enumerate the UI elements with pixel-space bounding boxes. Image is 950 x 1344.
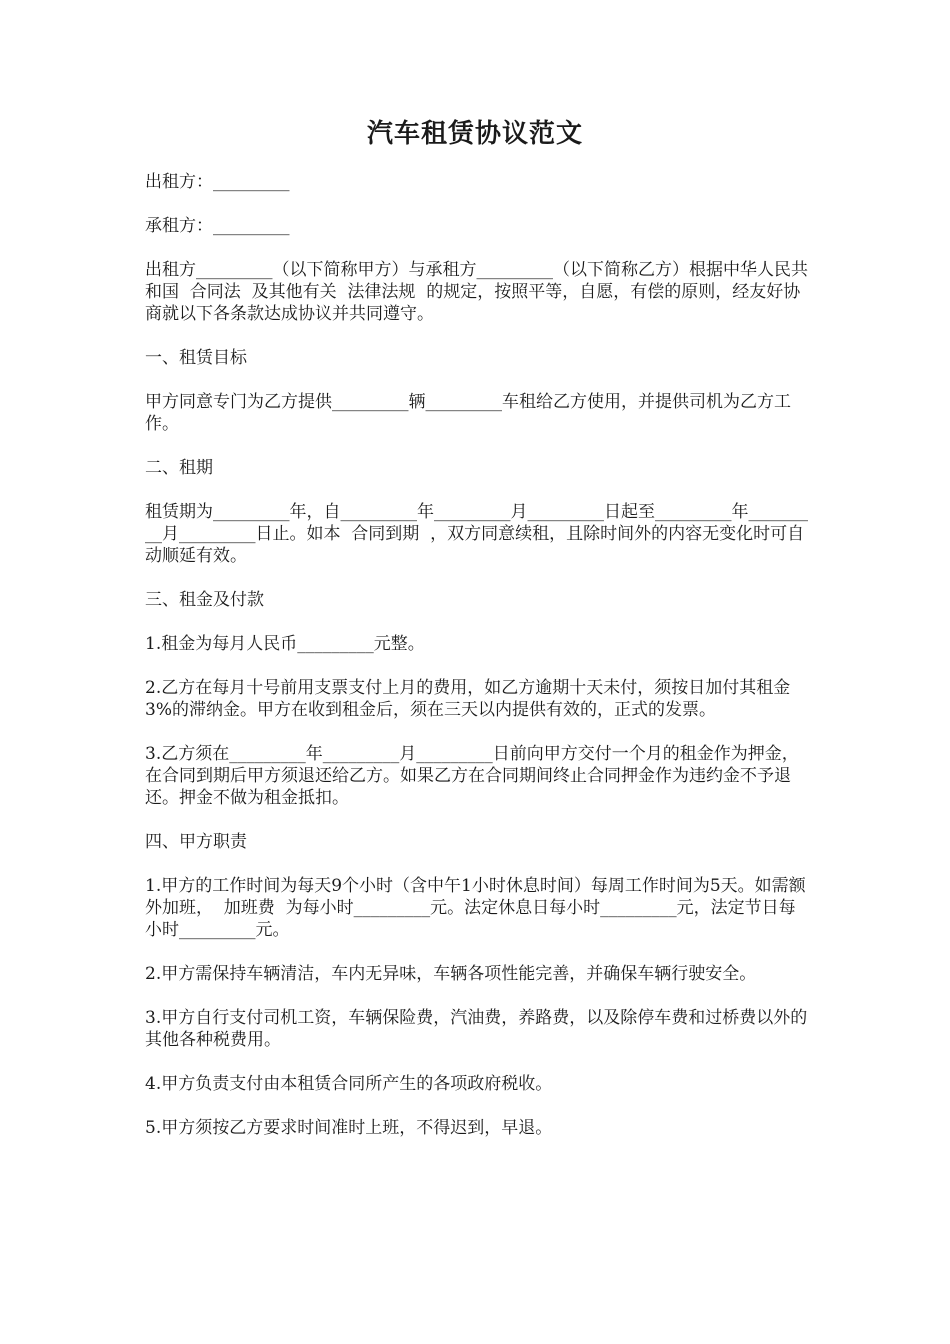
- section-heading: 一、租赁目标: [145, 348, 247, 368]
- lessee-line: 承租方：_________: [145, 216, 290, 236]
- clause-paragraph: 2.乙方在每月十号前用支票支付上月的费用，如乙方逾期十天未付，须按日加付其租金3%的滞纳金。甲方在收到租金后，须在三天以内提供有效的，正式的发票。: [145, 678, 791, 720]
- section-heading: 四、甲方职责: [145, 832, 247, 852]
- clause-paragraph: 甲方同意专门为乙方提供_________辆_________车租给乙方使用，并提供司机为乙方工作。: [145, 392, 791, 434]
- clause-paragraph: 4.甲方负责支付由本租赁合同所产生的各项政府税收。: [145, 1074, 553, 1094]
- clause-paragraph: 3.甲方自行支付司机工资，车辆保险费，汽油费，养路费，以及除停车费和过桥费以外的其他各种税费用。: [145, 1008, 808, 1050]
- clause-paragraph: 1.租金为每月人民币_________元整。: [145, 634, 425, 654]
- clause-paragraph: 3.乙方须在_________年_________月_________日前向甲方交付一个月的租金作为押金，在合同到期后甲方须退还给乙方。如果乙方在合同期间终止合同押金作为违约金不予退还。押金不做为租金抵扣。: [145, 744, 799, 808]
- document-body: [145, 171, 810, 1161]
- clause-paragraph: 5.甲方须按乙方要求时间准时上班，不得迟到，早退。: [145, 1118, 553, 1138]
- lessor-line: 出租方：_________: [145, 172, 290, 192]
- clause-paragraph: 租赁期为_________年，自_________年_________月_________日起至_________年_________月_________日止。如本 合同到期 ，双方同意续租，且除时间外的内容无变化时可自动顺延有效。: [145, 502, 808, 566]
- section-heading: 三、租金及付款: [145, 590, 264, 610]
- document-title: 汽车租赁协议范文: [366, 119, 583, 149]
- section-heading: 二、租期: [145, 458, 213, 478]
- preamble-paragraph: 出租方_________（以下简称甲方）与承租方_________（以下简称乙方）根据中华人民共和国 合同法 及其他有关 法律法规 的规定，按照平等，自愿，有偿的原则，经友好协商就以下各条款达成协议并共同遵守。: [145, 260, 808, 324]
- clause-paragraph: 2.甲方需保持车辆清洁，车内无异味，车辆各项性能完善，并确保车辆行驶安全。: [145, 964, 757, 984]
- clause-paragraph: 1.甲方的工作时间为每天9个小时（含中午1小时休息时间）每周工作时间为5天。如需额外加班， 加班费 为每小时_________元。法定休息日每小时_________元，法定节日每小时_________元。: [145, 876, 806, 940]
